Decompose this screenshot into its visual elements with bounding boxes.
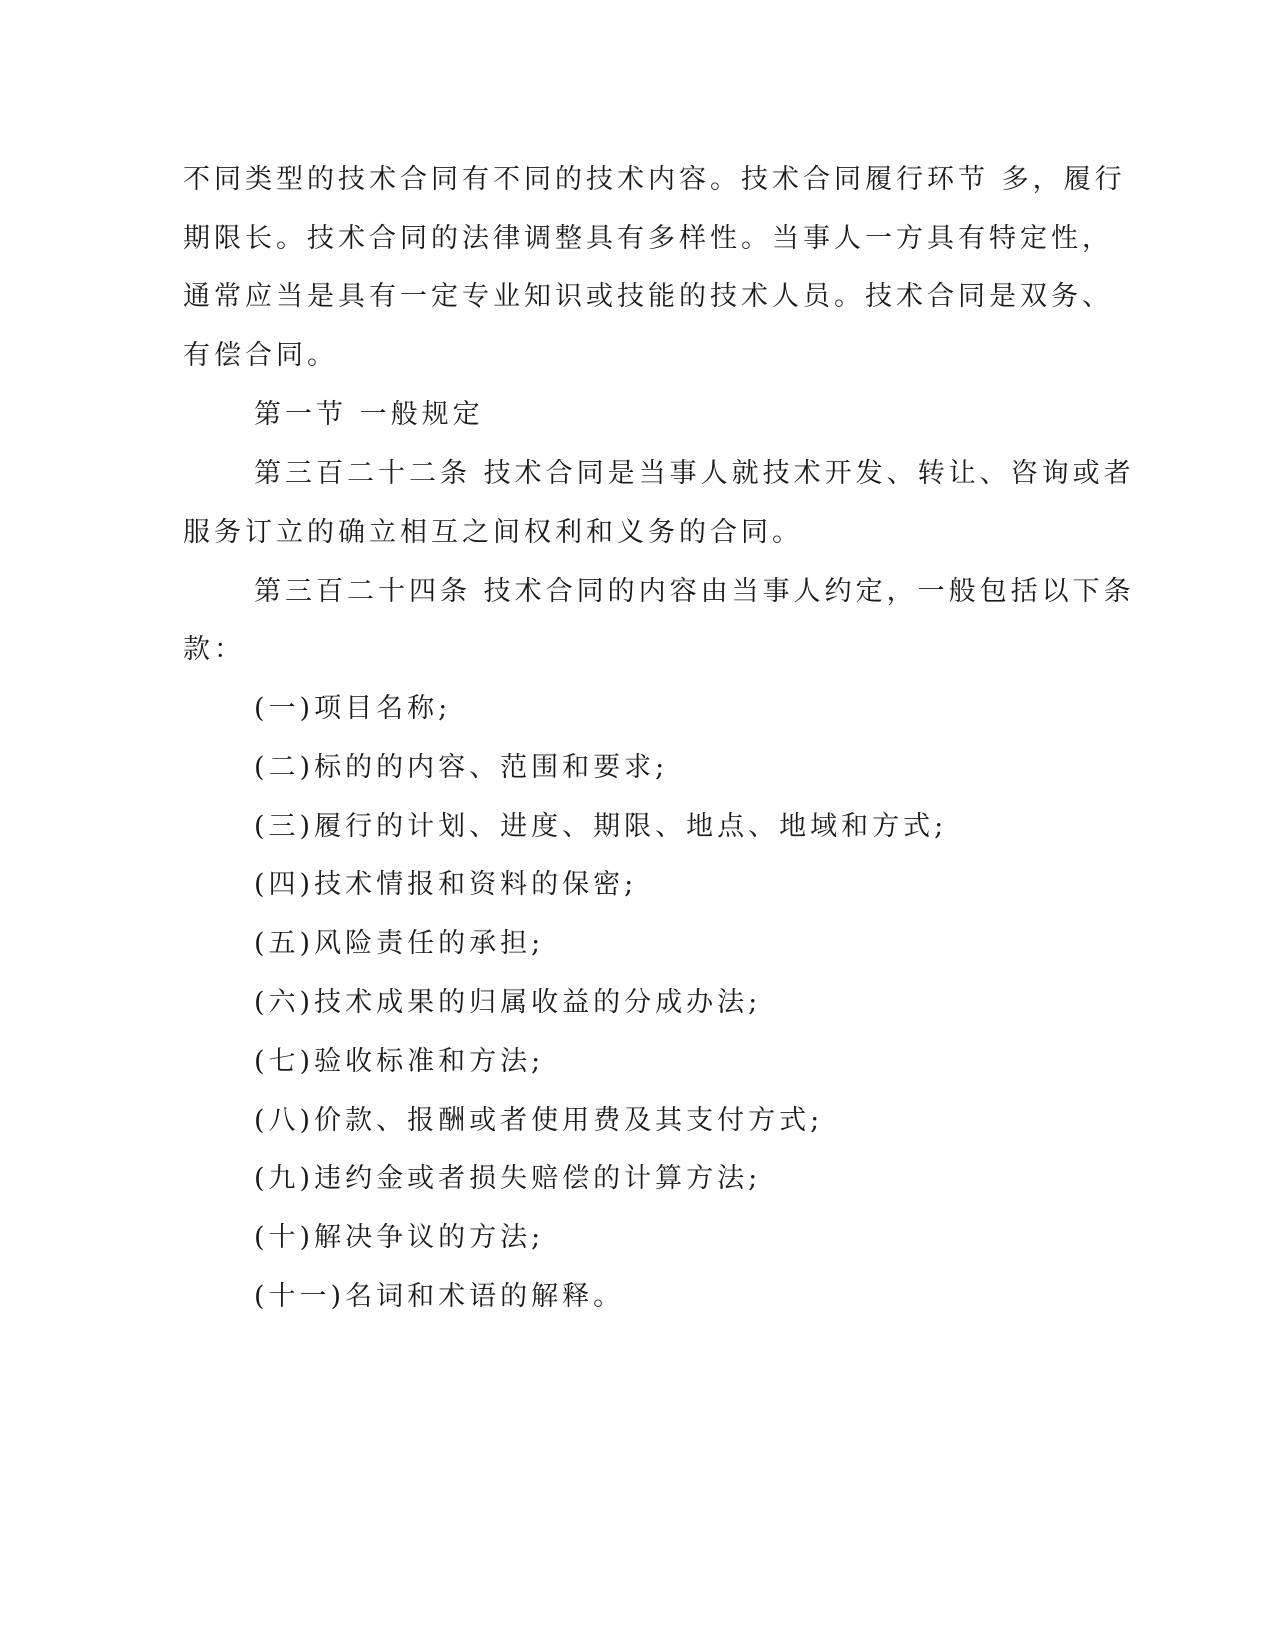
clause-item: (二)标的的内容、范围和要求; [254, 752, 669, 783]
clause-item: (四)技术情报和资料的保密; [254, 869, 638, 900]
article-324-line-2: 款： [183, 634, 245, 665]
intro-line-4: 有偿合同。 [183, 340, 338, 371]
intro-line-2: 期限长。技术合同的法律调整具有多样性。当事人一方具有特定性， [183, 223, 1113, 254]
article-324-line-1: 第三百二十四条 技术合同的内容由当事人约定，一般包括以下条 [254, 576, 1135, 607]
clause-item: (一)项目名称; [254, 693, 452, 724]
clause-item: (九)违约金或者损失赔偿的计算方法; [254, 1163, 762, 1194]
clause-item: (十一)名词和术语的解释。 [254, 1281, 625, 1312]
clause-item: (六)技术成果的归属收益的分成办法; [254, 987, 762, 1018]
clause-item: (七)验收标准和方法; [254, 1046, 545, 1077]
clause-item: (五)风险责任的承担; [254, 928, 545, 959]
clause-item: (三)履行的计划、进度、期限、地点、地域和方式; [254, 811, 948, 842]
clause-item: (八)价款、报酬或者使用费及其支付方式; [254, 1105, 824, 1136]
article-322-line-2: 服务订立的确立相互之间权利和义务的合同。 [183, 517, 803, 548]
intro-line-3: 通常应当是具有一定专业知识或技能的技术人员。技术合同是双务、 [183, 281, 1113, 312]
clause-item: (十)解决争议的方法; [254, 1222, 545, 1253]
section-heading: 第一节 一般规定 [254, 399, 484, 430]
intro-line-1: 不同类型的技术合同有不同的技术内容。技术合同履行环节 多，履行 [183, 164, 1126, 195]
article-322-line-1: 第三百二十二条 技术合同是当事人就技术开发、转让、咨询或者 [254, 458, 1135, 489]
